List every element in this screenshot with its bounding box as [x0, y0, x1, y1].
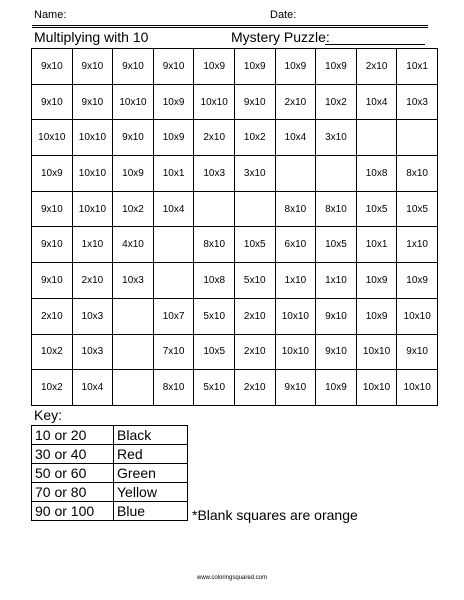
- grid-cell[interactable]: [194, 191, 235, 227]
- grid-cell[interactable]: 10x4: [356, 84, 397, 120]
- grid-cell[interactable]: 9x10: [32, 263, 73, 299]
- grid-cell[interactable]: 10x4: [153, 191, 194, 227]
- key-color: Black: [114, 426, 188, 445]
- grid-cell[interactable]: 2x10: [234, 298, 275, 334]
- grid-cell[interactable]: 5x10: [234, 263, 275, 299]
- grid-cell[interactable]: 9x10: [113, 120, 154, 156]
- key-title: Key:: [34, 407, 63, 423]
- grid-row: [32, 49, 438, 85]
- grid-cell[interactable]: 10x9: [32, 156, 73, 192]
- grid-cell[interactable]: [397, 120, 438, 156]
- grid-cell[interactable]: 10x10: [194, 84, 235, 120]
- grid-cell[interactable]: 10x3: [72, 298, 113, 334]
- grid-cell[interactable]: 6x10: [275, 227, 316, 263]
- grid-cell[interactable]: [153, 263, 194, 299]
- grid-cell[interactable]: 9x10: [32, 227, 73, 263]
- grid-cell[interactable]: 10x8: [356, 156, 397, 192]
- blank-squares-note: *Blank squares are orange: [192, 507, 358, 523]
- grid-cell[interactable]: 9x10: [234, 84, 275, 120]
- grid-cell[interactable]: 10x10: [72, 156, 113, 192]
- grid-cell[interactable]: 10x9: [356, 263, 397, 299]
- grid-cell[interactable]: 9x10: [32, 84, 73, 120]
- grid-row: [32, 298, 438, 334]
- grid-cell[interactable]: 10x5: [397, 191, 438, 227]
- grid-cell[interactable]: 10x9: [397, 263, 438, 299]
- grid-cell[interactable]: 10x3: [194, 156, 235, 192]
- grid-cell[interactable]: 10x1: [356, 227, 397, 263]
- grid-cell[interactable]: 8x10: [275, 191, 316, 227]
- grid-cell[interactable]: 10x8: [194, 263, 235, 299]
- grid-cell[interactable]: [275, 156, 316, 192]
- key-color: Yellow: [114, 483, 188, 502]
- grid-cell[interactable]: [113, 298, 154, 334]
- grid-cell[interactable]: 10x10: [397, 370, 438, 406]
- grid-cell[interactable]: 2x10: [356, 49, 397, 85]
- key-row: [32, 445, 188, 464]
- grid-cell[interactable]: 1x10: [397, 227, 438, 263]
- grid-cell[interactable]: 1x10: [275, 263, 316, 299]
- key-row: [32, 426, 188, 445]
- grid-cell[interactable]: 10x10: [275, 334, 316, 370]
- key-color: Red: [114, 445, 188, 464]
- footer-url: www.coloringsquared.com: [196, 575, 268, 581]
- grid-cell[interactable]: 10x3: [397, 84, 438, 120]
- grid-cell[interactable]: 9x10: [32, 49, 73, 85]
- grid-cell[interactable]: [316, 156, 357, 192]
- grid-cell[interactable]: 10x9: [153, 120, 194, 156]
- grid-cell[interactable]: [356, 120, 397, 156]
- date-label: Date:: [270, 9, 297, 21]
- grid-cell[interactable]: 4x10: [113, 227, 154, 263]
- grid-cell[interactable]: 10x10: [356, 370, 397, 406]
- grid-row: [32, 227, 438, 263]
- grid-cell[interactable]: 10x4: [275, 120, 316, 156]
- grid-cell[interactable]: 2x10: [234, 370, 275, 406]
- grid-cell[interactable]: 10x9: [356, 298, 397, 334]
- grid-cell[interactable]: 10x7: [153, 298, 194, 334]
- grid-cell[interactable]: 10x1: [153, 156, 194, 192]
- name-label: Name:: [34, 9, 67, 21]
- grid-cell[interactable]: 2x10: [234, 334, 275, 370]
- grid-cell[interactable]: 10x9: [194, 49, 235, 85]
- grid-cell[interactable]: 8x10: [397, 156, 438, 192]
- grid-cell[interactable]: 10x9: [234, 49, 275, 85]
- color-key-table: [31, 425, 188, 521]
- grid-cell[interactable]: 8x10: [153, 370, 194, 406]
- worksheet-title: Multiplying with 10: [34, 29, 149, 45]
- grid-cell[interactable]: 5x10: [194, 298, 235, 334]
- grid-cell[interactable]: 7x10: [153, 334, 194, 370]
- grid-cell[interactable]: 10x9: [316, 49, 357, 85]
- grid-cell[interactable]: 9x10: [72, 84, 113, 120]
- key-range: 70 or 80: [32, 483, 114, 502]
- puzzle-grid: [31, 48, 438, 406]
- grid-cell[interactable]: [153, 227, 194, 263]
- header-rule-top: [32, 25, 428, 26]
- grid-cell[interactable]: 3x10: [316, 120, 357, 156]
- grid-cell[interactable]: 10x2: [32, 334, 73, 370]
- grid-cell[interactable]: 10x10: [397, 298, 438, 334]
- header-rule-bottom: [32, 27, 428, 28]
- mystery-puzzle-label: Mystery Puzzle:: [231, 29, 330, 45]
- grid-row: [32, 84, 438, 120]
- grid-cell[interactable]: 10x9: [153, 84, 194, 120]
- mystery-answer-line[interactable]: [325, 44, 425, 45]
- grid-row: [32, 156, 438, 192]
- grid-cell[interactable]: 8x10: [316, 191, 357, 227]
- grid-cell[interactable]: 10x10: [113, 84, 154, 120]
- grid-cell[interactable]: 2x10: [275, 84, 316, 120]
- grid-cell[interactable]: 10x5: [194, 334, 235, 370]
- grid-cell[interactable]: 2x10: [194, 120, 235, 156]
- grid-cell[interactable]: 10x9: [275, 49, 316, 85]
- key-row: [32, 464, 188, 483]
- grid-cell[interactable]: 10x5: [316, 227, 357, 263]
- grid-cell[interactable]: [113, 370, 154, 406]
- grid-cell[interactable]: 2x10: [72, 263, 113, 299]
- grid-cell[interactable]: 10x4: [72, 370, 113, 406]
- grid-cell[interactable]: 9x10: [72, 49, 113, 85]
- grid-cell[interactable]: 9x10: [32, 191, 73, 227]
- grid-cell[interactable]: 9x10: [113, 49, 154, 85]
- grid-cell[interactable]: 10x9: [316, 370, 357, 406]
- grid-cell[interactable]: 9x10: [275, 370, 316, 406]
- key-range: 30 or 40: [32, 445, 114, 464]
- grid-row: [32, 120, 438, 156]
- grid-cell[interactable]: 10x3: [72, 334, 113, 370]
- grid-cell[interactable]: 10x10: [275, 298, 316, 334]
- grid-cell[interactable]: 9x10: [316, 334, 357, 370]
- grid-cell[interactable]: 10x10: [72, 191, 113, 227]
- grid-cell[interactable]: 10x5: [356, 191, 397, 227]
- key-range: 50 or 60: [32, 464, 114, 483]
- grid-cell[interactable]: 2x10: [32, 298, 73, 334]
- grid-cell[interactable]: 10x10: [356, 334, 397, 370]
- key-range: 90 or 100: [32, 502, 114, 521]
- grid-cell[interactable]: 10x5: [234, 227, 275, 263]
- grid-cell[interactable]: 9x10: [316, 298, 357, 334]
- grid-cell[interactable]: 9x10: [153, 49, 194, 85]
- key-range: 10 or 20: [32, 426, 114, 445]
- grid-cell[interactable]: 8x10: [194, 227, 235, 263]
- grid-row: [32, 191, 438, 227]
- key-color: Blue: [114, 502, 188, 521]
- grid-row: [32, 263, 438, 299]
- grid-cell[interactable]: [234, 191, 275, 227]
- grid-cell[interactable]: 10x10: [32, 120, 73, 156]
- grid-cell[interactable]: 9x10: [397, 334, 438, 370]
- grid-cell[interactable]: 10x3: [113, 263, 154, 299]
- grid-cell[interactable]: 3x10: [234, 156, 275, 192]
- key-row: [32, 502, 188, 521]
- grid-cell[interactable]: 1x10: [72, 227, 113, 263]
- grid-cell[interactable]: 10x10: [72, 120, 113, 156]
- grid-cell[interactable]: 10x2: [316, 84, 357, 120]
- grid-cell[interactable]: 10x2: [113, 191, 154, 227]
- key-color: Green: [114, 464, 188, 483]
- grid-row: [32, 334, 438, 370]
- grid-row: [32, 370, 438, 406]
- grid-cell[interactable]: 10x2: [32, 370, 73, 406]
- grid-cell[interactable]: 10x1: [397, 49, 438, 85]
- grid-cell[interactable]: [113, 334, 154, 370]
- grid-cell[interactable]: 10x9: [113, 156, 154, 192]
- key-row: [32, 483, 188, 502]
- grid-cell[interactable]: 5x10: [194, 370, 235, 406]
- grid-cell[interactable]: 1x10: [316, 263, 357, 299]
- grid-cell[interactable]: 10x2: [234, 120, 275, 156]
